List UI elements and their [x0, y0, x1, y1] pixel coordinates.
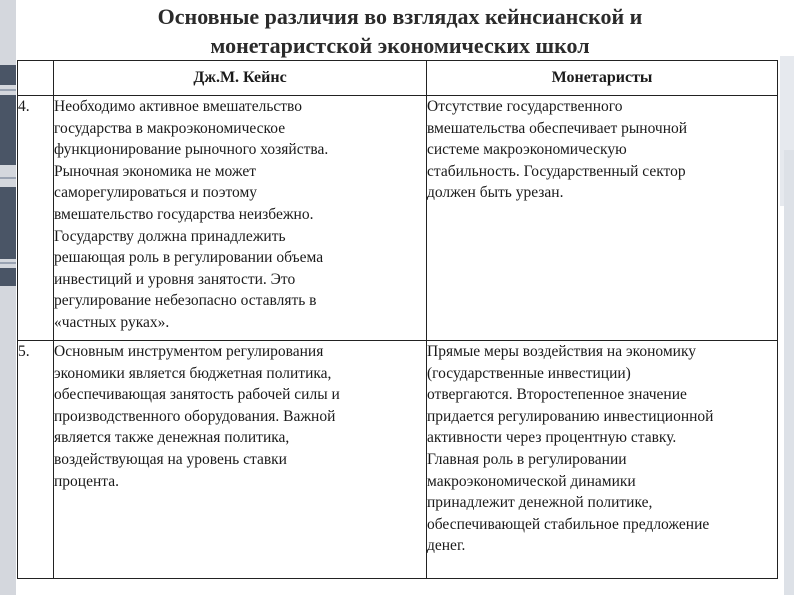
keynes-line: саморегулироваться и поэтому	[54, 184, 258, 202]
table-row	[18, 341, 778, 579]
monetarist-line: активности через процентную ставку.	[427, 429, 677, 447]
keynes-line: экономики является бюджетная политика,	[54, 364, 332, 382]
monetarist-line: макроэкономической динамики	[427, 472, 636, 490]
monetarist-line: принадлежит денежной политике,	[427, 494, 653, 512]
keynes-line: Рыночная экономика не может	[54, 162, 257, 180]
row-number: 5.	[18, 341, 54, 579]
keynes-line: инвестиций и уровня занятости. Это	[54, 270, 296, 288]
monetarists-cell	[427, 96, 778, 341]
monetarist-line: денег.	[427, 537, 466, 555]
comparison-table	[17, 60, 778, 579]
table-header-row	[18, 61, 778, 96]
monetarist-line: обеспечивающей стабильное предложение	[427, 515, 710, 533]
keynes-cell	[54, 96, 427, 341]
strip-block	[0, 268, 16, 286]
keynes-line: обеспечивающая занятость рабочей силы и	[54, 386, 340, 404]
monetarist-line: вмешательства обеспечивает рыночной	[427, 119, 688, 137]
keynes-line: «частных руках».	[54, 313, 170, 331]
keynes-line: функционирование рыночного хозяйства.	[54, 141, 329, 159]
monetarist-line: (государственные инвестиции)	[427, 364, 631, 382]
monetarist-line: отвергаются. Второстепенное значение	[427, 386, 687, 404]
strip-divider	[0, 177, 16, 179]
keynes-line: производственного оборудования. Важной	[54, 407, 336, 425]
monetarist-line: Прямые меры воздействия на экономику	[427, 343, 697, 360]
monetarists-cell	[427, 341, 778, 579]
title-line-2: монетаристской экономических школ	[210, 33, 590, 58]
monetarist-line: системе макроэкономическую	[427, 141, 627, 159]
keynes-line: Основным инструментом регулирования	[54, 343, 324, 360]
keynes-line: процента.	[54, 472, 119, 490]
keynes-line: является также денежная политика,	[54, 429, 290, 447]
left-decorative-strip	[0, 0, 16, 595]
keynes-cell	[54, 341, 427, 579]
keynes-line: вмешательство государства неизбежно.	[54, 205, 314, 223]
strip-block	[0, 65, 16, 85]
strip-block	[0, 187, 16, 259]
keynes-line: государства в макроэкономическое	[54, 119, 286, 137]
monetarist-line: Отсутствие государственного	[427, 98, 623, 115]
strip-divider	[0, 89, 16, 91]
table-row	[18, 96, 778, 341]
keynes-line: регулирование небезопасно оставлять в	[54, 292, 317, 310]
header-monetarists: Монетаристы	[427, 61, 778, 96]
strip-divider	[0, 262, 16, 264]
row-number: 4.	[18, 96, 54, 341]
keynes-line: воздействующая на уровень ставки	[54, 450, 287, 468]
header-keynes: Дж.М. Кейнс	[54, 61, 427, 96]
right-decorative-strip	[784, 150, 794, 595]
monetarist-line: Главная роль в регулировании	[427, 450, 627, 468]
keynes-line: Государству должна принадлежить	[54, 227, 286, 245]
keynes-line: Необходимо активное вмешательство	[54, 98, 303, 115]
monetarist-line: должен быть урезан.	[427, 184, 564, 202]
monetarist-line: придается регулированию инвестиционной	[427, 407, 714, 425]
title-line-1: Основные различия во взглядах кейнсианской и	[157, 4, 643, 29]
page-title	[30, 2, 770, 60]
strip-block	[0, 95, 16, 165]
header-number	[18, 61, 54, 96]
monetarist-line: стабильность. Государственный сектор	[427, 162, 686, 180]
keynes-line: решающая роль в регулировании объема	[54, 249, 324, 267]
